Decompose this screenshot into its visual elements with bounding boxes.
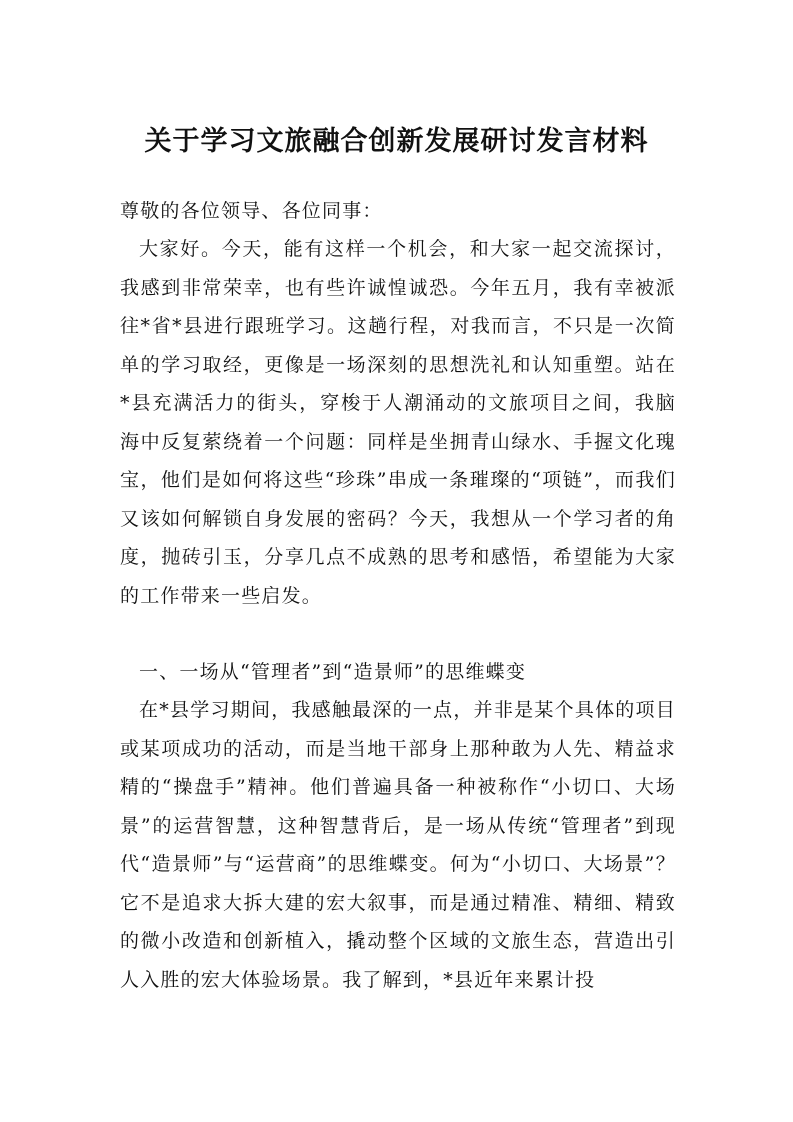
paragraph-section-1: 在*县学习期间，我感触最深的一点，并非是某个具体的项目或某项成功的活动，而是当地干部身上那种敢为人先、精益求精的“操盘手”精神。他们普遍具备一种被称作“小切口、大场景”的运营智慧，这种智慧背后，是一场从传统“管理者”到现代“造景师”与“运营商”的思维蝶变。何为“小切口、大场景”？它不是追求大拆大建的宏大叙事，而是通过精准、精细、精致的微小改造和创新植入，撬动整个区域的文旅生态，营造出引人入胜的宏大体验场景。我了解到，*县近年来累计投: [120, 699, 676, 991]
paragraph-intro: 大家好。今天，能有这样一个机会，和大家一起交流探讨，我感到非常荣幸，也有些许诚惶诚恐。今年五月，我有幸被派往*省*县进行跟班学习。这趟行程，对我而言，不只是一次简单的学习取经，更像是一场深刻的思想洗礼和认知重塑。站在*县充满活力的街头，穿梭于人潮涌动的文旅项目之间，我脑海中反复萦绕着一个问题：同样是坐拥青山绿水、手握文化瑰宝，他们是如何将这些“珍珠”串成一条璀璨的“项链”，而我们又该如何解锁自身发展的密码？今天，我想从一个学习者的角度，抛砖引玉，分享几点不成熟的思考和感悟，希望能为大家的工作带来一些启发。: [120, 238, 676, 607]
salutation: 尊敬的各位领导、各位同事：: [120, 200, 383, 222]
document-title: 关于学习文旅融合创新发展研讨发言材料: [144, 126, 649, 157]
section-heading-1: 一、一场从“管理者”到“造景师”的思维蝶变: [139, 661, 527, 683]
